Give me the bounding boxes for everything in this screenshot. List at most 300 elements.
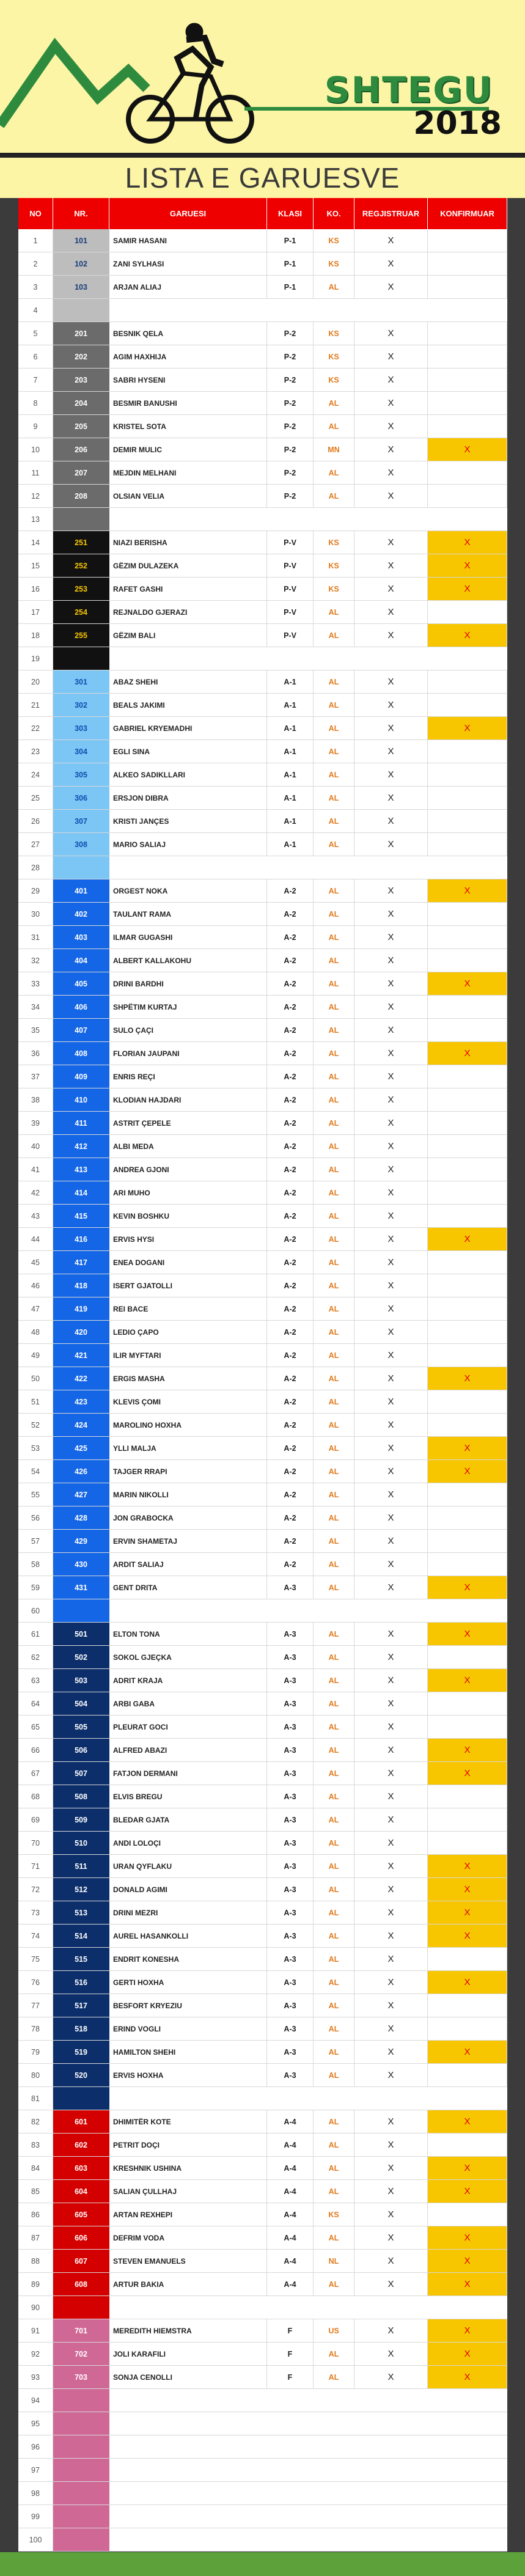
table-row (18, 2041, 507, 2064)
registered-mark: X (354, 1808, 428, 1831)
table-row (18, 2087, 507, 2110)
rider-name: ARJAN ALIAJ (109, 276, 267, 298)
rider-class: A-1 (267, 810, 314, 832)
rider-name: MAROLINO HOXHA (109, 1414, 267, 1436)
confirmed-mark: X (428, 1623, 507, 1645)
confirmed-mark (428, 1530, 507, 1552)
rider-name: FLORIAN JAUPANI (109, 1042, 267, 1065)
rider-class: P-V (267, 601, 314, 623)
registered-mark: X (354, 670, 428, 693)
footer-bar (0, 2552, 525, 2576)
registered-mark: X (354, 1135, 428, 1158)
confirmed-mark (428, 1181, 507, 1204)
rider-class: A-2 (267, 1181, 314, 1204)
rider-class: A-3 (267, 1925, 314, 1947)
registered-mark (354, 2412, 428, 2435)
country-code: AL (314, 2226, 354, 2249)
table-row (18, 2226, 507, 2250)
confirmed-mark (428, 926, 507, 949)
row-number: 72 (18, 1878, 53, 1901)
rider-class: A-2 (267, 1321, 314, 1343)
table-row (18, 1321, 507, 1344)
confirmed-mark (428, 2505, 507, 2528)
confirmed-mark (428, 996, 507, 1018)
rider-name: ORGEST NOKA (109, 879, 267, 902)
table-row (18, 1901, 507, 1925)
row-number: 47 (18, 1297, 53, 1320)
confirmed-mark (428, 1715, 507, 1738)
rider-class (267, 2087, 314, 2110)
confirmed-mark: X (428, 717, 507, 739)
rider-name: RAFET GASHI (109, 578, 267, 600)
bib-number: 413 (53, 1158, 109, 1181)
confirmed-mark (428, 2435, 507, 2458)
bib-number: 605 (53, 2203, 109, 2226)
row-number: 97 (18, 2459, 53, 2481)
registered-mark: X (354, 1367, 428, 1390)
registered-mark: X (354, 1460, 428, 1483)
country-code: AL (314, 1414, 354, 1436)
bib-number: 519 (53, 2041, 109, 2063)
table-row (18, 2110, 507, 2134)
row-number: 83 (18, 2134, 53, 2156)
table-row (18, 1437, 507, 1460)
rider-class: A-4 (267, 2157, 314, 2179)
table-row (18, 485, 507, 508)
row-number: 71 (18, 1855, 53, 1877)
rider-name: KLEVIS ÇOMI (109, 1390, 267, 1413)
table-row (18, 1460, 507, 1483)
country-code: AL (314, 1692, 354, 1715)
confirmed-mark: X (428, 1669, 507, 1692)
table-row (18, 1344, 507, 1367)
bib-number: 426 (53, 1460, 109, 1483)
country-code: AL (314, 787, 354, 809)
rider-class: A-2 (267, 1088, 314, 1111)
rider-class (267, 2482, 314, 2504)
bib-number: 702 (53, 2343, 109, 2365)
rider-class (267, 2435, 314, 2458)
registered-mark (354, 508, 428, 530)
bib-number: 406 (53, 996, 109, 1018)
registered-mark (354, 2482, 428, 2504)
table-row (18, 2343, 507, 2366)
registered-mark: X (354, 1297, 428, 1320)
country-code: AL (314, 670, 354, 693)
row-number: 76 (18, 1971, 53, 1994)
rider-name: PLEURAT GOCI (109, 1715, 267, 1738)
registered-mark: X (354, 345, 428, 368)
row-number: 45 (18, 1251, 53, 1274)
table-row (18, 879, 507, 903)
rider-name: ASTRIT ÇEPELE (109, 1112, 267, 1134)
rider-name: ISERT GJATOLLI (109, 1274, 267, 1297)
bib-number (53, 2412, 109, 2435)
country-code (314, 2435, 354, 2458)
bib-number (53, 2459, 109, 2481)
rider-name: ILIR MYFTARI (109, 1344, 267, 1367)
bib-number: 207 (53, 461, 109, 484)
country-code: AL (314, 2157, 354, 2179)
rider-class: P-V (267, 554, 314, 577)
rider-name: BESFORT KRYEZIU (109, 1994, 267, 2017)
table-row (18, 1112, 507, 1135)
bib-number: 430 (53, 1553, 109, 1576)
row-number: 64 (18, 1692, 53, 1715)
rider-class: A-2 (267, 972, 314, 995)
rider-class: A-2 (267, 1042, 314, 1065)
registered-mark: X (354, 1042, 428, 1065)
country-code (314, 1599, 354, 1622)
confirmed-mark (428, 810, 507, 832)
rider-name (109, 2412, 267, 2435)
bib-number: 505 (53, 1715, 109, 1738)
confirmed-mark (428, 647, 507, 670)
registered-mark: X (354, 1506, 428, 1529)
row-number: 99 (18, 2505, 53, 2528)
row-number: 26 (18, 810, 53, 832)
rider-name: ALFRED ABAZI (109, 1739, 267, 1761)
registered-mark: X (354, 972, 428, 995)
country-code: AL (314, 461, 354, 484)
rider-class: A-3 (267, 1623, 314, 1645)
table-row (18, 1042, 507, 1065)
row-number: 54 (18, 1460, 53, 1483)
row-number: 78 (18, 2017, 53, 2040)
registered-mark: X (354, 1762, 428, 1785)
table-row (18, 2528, 507, 2552)
country-code: AL (314, 1808, 354, 1831)
registered-mark (354, 856, 428, 879)
table-row (18, 1158, 507, 1181)
rider-name: SULO ÇAÇI (109, 1019, 267, 1041)
table-row (18, 392, 507, 415)
table-row (18, 252, 507, 276)
confirmed-mark: X (428, 1576, 507, 1599)
country-code: AL (314, 624, 354, 647)
table-row (18, 1506, 507, 1530)
confirmed-mark (428, 1135, 507, 1158)
country-code: AL (314, 2273, 354, 2295)
table-row (18, 2435, 507, 2459)
country-code: KS (314, 345, 354, 368)
registered-mark: X (354, 2180, 428, 2203)
registered-mark: X (354, 392, 428, 414)
rider-name: JOLI KARAFILI (109, 2343, 267, 2365)
registered-mark (354, 2087, 428, 2110)
confirmed-mark (428, 1112, 507, 1134)
bib-number: 507 (53, 1762, 109, 1785)
country-code: AL (314, 1344, 354, 1367)
registered-mark: X (354, 1205, 428, 1227)
bib-number: 409 (53, 1065, 109, 1088)
table-row (18, 740, 507, 763)
confirmed-mark (428, 1321, 507, 1343)
registered-mark (354, 2435, 428, 2458)
rider-name: ALBERT KALLAKOHU (109, 949, 267, 972)
rider-class: P-1 (267, 229, 314, 252)
row-number: 34 (18, 996, 53, 1018)
rider-name: BEALS JAKIMI (109, 694, 267, 716)
country-code: AL (314, 694, 354, 716)
rider-name: BLEDAR GJATA (109, 1808, 267, 1831)
bib-number: 414 (53, 1181, 109, 1204)
confirmed-mark (428, 276, 507, 298)
rider-class: P-V (267, 624, 314, 647)
rider-class (267, 2459, 314, 2481)
registered-mark: X (354, 833, 428, 856)
row-number: 28 (18, 856, 53, 879)
confirmed-mark (428, 2412, 507, 2435)
confirmed-mark (428, 2482, 507, 2504)
confirmed-mark (428, 322, 507, 345)
bib-number: 255 (53, 624, 109, 647)
country-code (314, 508, 354, 530)
table-row (18, 1971, 507, 1994)
row-number: 21 (18, 694, 53, 716)
col-header-name: GARUESI (109, 198, 267, 229)
confirmed-mark: X (428, 554, 507, 577)
rider-class: A-3 (267, 1971, 314, 1994)
country-code: KS (314, 229, 354, 252)
table-row (18, 717, 507, 740)
rider-name: URAN QYFLAKU (109, 1855, 267, 1877)
bib-number: 516 (53, 1971, 109, 1994)
header-divider (0, 153, 525, 158)
rider-class (267, 2389, 314, 2412)
table-row (18, 996, 507, 1019)
table-row (18, 1367, 507, 1390)
rider-class: A-2 (267, 1367, 314, 1390)
rider-class: A-2 (267, 996, 314, 1018)
bib-number: 510 (53, 1832, 109, 1854)
country-code: MN (314, 438, 354, 461)
confirmed-mark (428, 2017, 507, 2040)
bib-number: 703 (53, 2366, 109, 2388)
rider-name: DRINI BARDHI (109, 972, 267, 995)
row-number: 51 (18, 1390, 53, 1413)
row-number: 93 (18, 2366, 53, 2388)
rider-class: P-2 (267, 345, 314, 368)
row-number: 39 (18, 1112, 53, 1134)
row-number: 43 (18, 1205, 53, 1227)
table-row (18, 1228, 507, 1251)
table-row (18, 1414, 507, 1437)
table-row (18, 1669, 507, 1692)
bib-number: 254 (53, 601, 109, 623)
confirmed-mark (428, 1088, 507, 1111)
bib-number: 301 (53, 670, 109, 693)
registered-mark (354, 2505, 428, 2528)
table-row (18, 1019, 507, 1042)
row-number: 8 (18, 392, 53, 414)
country-code: AL (314, 1390, 354, 1413)
registered-mark: X (354, 1228, 428, 1250)
country-code: AL (314, 1321, 354, 1343)
bib-number (53, 2435, 109, 2458)
table-row (18, 601, 507, 624)
rider-name: DONALD AGIMI (109, 1878, 267, 1901)
country-code: AL (314, 2366, 354, 2388)
rider-class: P-2 (267, 438, 314, 461)
registered-mark: X (354, 787, 428, 809)
bib-number (53, 2528, 109, 2551)
rider-name: ALKEO SADIKLLARI (109, 763, 267, 786)
registered-mark: X (354, 1530, 428, 1552)
bib-number: 206 (53, 438, 109, 461)
registered-mark: X (354, 810, 428, 832)
registered-mark (354, 1599, 428, 1622)
registered-mark: X (354, 1739, 428, 1761)
confirmed-mark: X (428, 1460, 507, 1483)
bib-number: 416 (53, 1228, 109, 1250)
rider-class: A-1 (267, 717, 314, 739)
row-number: 60 (18, 1599, 53, 1622)
registered-mark: X (354, 879, 428, 902)
bib-number: 417 (53, 1251, 109, 1274)
registered-mark: X (354, 1715, 428, 1738)
table-row (18, 972, 507, 996)
row-number: 27 (18, 833, 53, 856)
rider-class: A-2 (267, 926, 314, 949)
country-code (314, 2482, 354, 2504)
banner (0, 0, 525, 153)
country-code: AL (314, 1088, 354, 1111)
table-row (18, 1530, 507, 1553)
table-row (18, 1855, 507, 1878)
rider-name: KLODIAN HAJDARI (109, 1088, 267, 1111)
bib-number: 503 (53, 1669, 109, 1692)
registered-mark: X (354, 438, 428, 461)
bib-number: 308 (53, 833, 109, 856)
confirmed-mark: X (428, 2250, 507, 2272)
row-number: 18 (18, 624, 53, 647)
confirmed-mark (428, 670, 507, 693)
table-row (18, 1251, 507, 1274)
rider-class: A-1 (267, 694, 314, 716)
rider-name: ILMAR GUGASHI (109, 926, 267, 949)
registered-mark: X (354, 1855, 428, 1877)
rider-class: A-3 (267, 1901, 314, 1924)
rider-name: KRESHNIK USHINA (109, 2157, 267, 2179)
bib-number: 410 (53, 1088, 109, 1111)
registered-mark: X (354, 1088, 428, 1111)
rider-name: NIAZI BERISHA (109, 531, 267, 554)
rider-name (109, 1599, 267, 1622)
confirmed-mark (428, 252, 507, 275)
bib-number: 606 (53, 2226, 109, 2249)
registered-mark: X (354, 1948, 428, 1970)
row-number: 36 (18, 1042, 53, 1065)
table-row (18, 1878, 507, 1901)
rider-class: P-1 (267, 252, 314, 275)
brand-name: SHTEGU (324, 69, 493, 111)
rider-name (109, 2435, 267, 2458)
confirmed-mark (428, 345, 507, 368)
rider-name: ERSJON DIBRA (109, 787, 267, 809)
bib-number: 202 (53, 345, 109, 368)
confirmed-mark (428, 949, 507, 972)
confirmed-mark: X (428, 1925, 507, 1947)
rider-class: A-2 (267, 1228, 314, 1250)
bib-number: 204 (53, 392, 109, 414)
table-row (18, 508, 507, 531)
rider-class (267, 2296, 314, 2319)
rider-name: ERVIS HOXHA (109, 2064, 267, 2086)
country-code: AL (314, 1483, 354, 1506)
rider-name: REJNALDO GJERAZI (109, 601, 267, 623)
confirmed-mark (428, 1832, 507, 1854)
confirmed-mark: X (428, 2110, 507, 2133)
table-header (18, 198, 507, 229)
confirmed-mark: X (428, 1437, 507, 1459)
confirmed-mark: X (428, 1901, 507, 1924)
row-number: 33 (18, 972, 53, 995)
table-row (18, 1274, 507, 1297)
rider-name: SOKOL GJEÇKA (109, 1646, 267, 1668)
bib-number: 427 (53, 1483, 109, 1506)
row-number: 53 (18, 1437, 53, 1459)
confirmed-mark: X (428, 1042, 507, 1065)
registered-mark: X (354, 252, 428, 275)
row-number: 89 (18, 2273, 53, 2295)
table-row (18, 670, 507, 694)
country-code: AL (314, 2041, 354, 2063)
registered-mark: X (354, 1669, 428, 1692)
registered-mark: X (354, 926, 428, 949)
rider-class: A-3 (267, 1878, 314, 1901)
table-row (18, 1948, 507, 1971)
confirmed-mark: X (428, 2180, 507, 2203)
table-row (18, 763, 507, 787)
rider-class (267, 299, 314, 321)
bib-number: 405 (53, 972, 109, 995)
bib-number (53, 508, 109, 530)
country-code: AL (314, 2017, 354, 2040)
bib-number: 305 (53, 763, 109, 786)
row-number: 30 (18, 903, 53, 925)
country-code (314, 2389, 354, 2412)
rider-name: KRISTI JANÇES (109, 810, 267, 832)
table-row (18, 531, 507, 554)
confirmed-mark (428, 1646, 507, 1668)
rider-name (109, 2296, 267, 2319)
registered-mark: X (354, 1483, 428, 1506)
registered-mark (354, 2296, 428, 2319)
rider-class: A-3 (267, 1692, 314, 1715)
country-code: AL (314, 1019, 354, 1041)
table-row (18, 1088, 507, 1112)
bib-number: 401 (53, 879, 109, 902)
country-code: AL (314, 949, 354, 972)
col-header-nr: NR. (53, 198, 109, 229)
rider-name (109, 508, 267, 530)
row-number: 25 (18, 787, 53, 809)
country-code: KS (314, 578, 354, 600)
row-number: 56 (18, 1506, 53, 1529)
table-row (18, 2319, 507, 2343)
bib-number: 424 (53, 1414, 109, 1436)
country-code: AL (314, 1553, 354, 1576)
registered-mark: X (354, 415, 428, 438)
table-row (18, 1739, 507, 1762)
table-row (18, 322, 507, 345)
country-code: AL (314, 485, 354, 507)
bib-number: 501 (53, 1623, 109, 1645)
country-code: AL (314, 601, 354, 623)
country-code: AL (314, 1855, 354, 1877)
rider-class: A-2 (267, 1553, 314, 1576)
